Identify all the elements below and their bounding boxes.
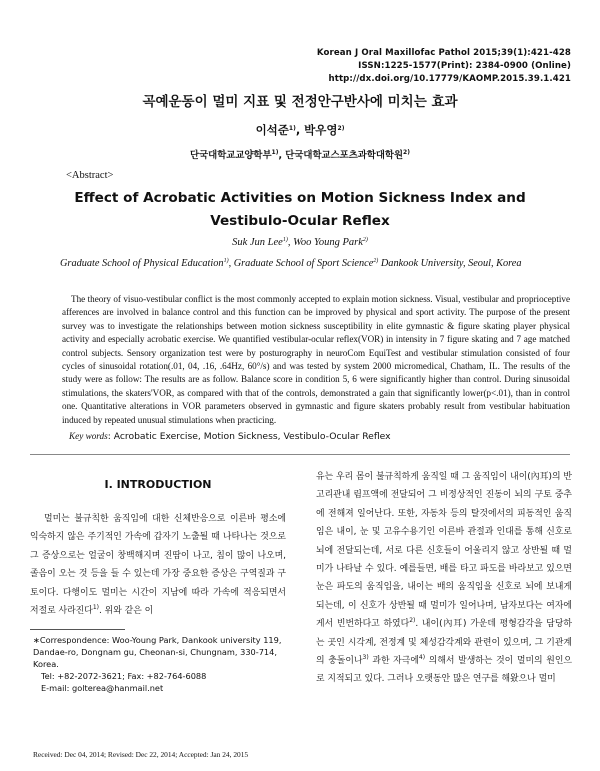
intro-right-text-3: 과한 자극에 [368, 656, 419, 667]
journal-header [317, 47, 571, 86]
citation-4[interactable]: 4) [418, 654, 426, 662]
section-heading-introduction: Ⅰ. INTRODUCTION [104, 478, 212, 491]
english-affiliation-b: , Graduate School of Sport Science [228, 258, 374, 269]
intro-right-text-2: . 내이(內耳) 가운데 평형감각을 담당하는 곳인 시각계, 전정계 및 체성감각계와 관련이 있으며, 그 기관계의 충돌이나 [316, 619, 572, 667]
english-author-2-sup: 2) [362, 237, 368, 243]
keywords [69, 431, 391, 442]
right-column [316, 468, 572, 689]
korean-affiliation-2-sup: 2) [403, 149, 410, 156]
english-affiliation-a-sup: 1) [223, 258, 229, 264]
citation-1[interactable]: 1) [92, 604, 100, 612]
english-affiliation-b-sup: 2) [373, 258, 379, 264]
english-affiliation-c: Dankook University, Seoul, Korea [378, 258, 522, 269]
english-author-2: , Woo Young Park [287, 237, 363, 248]
korean-author-2: , 박우영 [295, 123, 338, 137]
intro-paragraph-left [30, 510, 286, 620]
intro-left-text: 멀미는 불규칙한 움직임에 대한 신체반응으로 이른바 평소에 익숙하지 않은 주기적인 가속에 갑자기 노출될 때 나타나는 것으로 그 증상으로는 얼굴이 창백해지며 진땀이 나고, 침이 많이 나오며, 졸음이 오는 것 등을 들 수 있는데 가장 중요한 증상은 구역질과 구토이다. 다행이도 멀미는 시간이 지남에 따라 가속에 적응되면서 저절로 사라진다 [30, 514, 286, 617]
korean-affiliation-1: 단국대학교교양학부 [190, 150, 272, 161]
correspondence-footnote [33, 634, 283, 694]
intro-right-text-4: 의해서 발생하는 것이 멀미의 원인으로 지적되고 있다. 그러나 오랫동안 많은 연구를 해왔으나 멀미 [316, 656, 572, 685]
received-dates: Received: Dec 04, 2014; Revised: Dec 22, 2014; Accepted: Jan 24, 2015 [33, 750, 249, 759]
footnote-rule [30, 629, 125, 630]
english-title-line-2: Vestibulo-Ocular Reflex [210, 213, 390, 229]
abstract-paragraph: The theory of visuo-vestibular conflict is the most commonly accepted to explain motion sickness. Visual, vestibular and proprioceptive afferences are involved in balance control and this function can be improved by physical and sport activity. The purpose of the present survey was to investigate the relationships between motion sickness susceptibility in elite gymnastic & figure skating player physical activity and especially acrobatic exercise. We quantified vestibular-ocular reflex(VOR) in intensity in 7 figure skating and 7 age matched control subjects. Sensory organization test were by posturography in neuroCom EquiTest and vestibular stimulation consisted of four cycles of sinusoidal rotation(.01, 04, .16, .64Hz, 60°/s) and was tested by system 2000 micromedical, Chatham, IL. The results of the study were as follow: The results are as follow. Balance score in condition 5, 6 were significantly higher than control. During sinusoidal stimulations, the skaters'VOR, as compared with that of the controls, demonstrated a gain that significantly lower(p<.01), than in control one. Quantitative alterations in VOR parameters observed in gymnastic and figure skaters probably result from vestibular habituation induced by repeated unusual stimulations when practicing. [62, 294, 570, 425]
korean-affiliation-2: , 단국대학교스포츠과학대학원 [278, 150, 404, 161]
english-title-line-1: Effect of Acrobatic Activities on Motion Sickness Index and [74, 190, 526, 206]
intro-right-text-1: 유는 우리 몸이 불규칙하게 움직일 때 그 움직임이 내이(內耳)의 반고리관내 림프액에 전달되어 그 비정상적인 진동이 뇌의 구토 중추에 전해져 일어난다. 또한, 자동차 등의 탈것에서의 피동적인 움직임은 내이, 눈 및 고유수용기인 이른바 관절과 인대를 통해 신호로 뇌에 전달되는데, 서로 다른 신호들이 어울리지 않고 상반될 때 멀미가 나타날 수 있다. 예를들면, 배를 타고 파도를 바라보고 있으면 눈은 파도의 움직임을, 내이는 배의 움직임을 신호로 뇌에 보내게 되는데, 이 신호가 상반될 때 멀미가 일어나며, 남자보다는 여자에게서 빈번하다고 하였다 [316, 472, 572, 630]
doi-link[interactable]: http://dx.doi.org/10.17779/KAOMP.2015.39.1.421 [328, 74, 571, 84]
english-affiliations [60, 258, 580, 269]
korean-author-1: 이석준 [255, 123, 289, 137]
intro-paragraph-right [316, 468, 572, 689]
abstract-tag: <Abstract> [66, 170, 114, 181]
english-author-1-sup: 1) [282, 237, 288, 243]
citation-2[interactable]: 2) [409, 617, 416, 625]
left-column [30, 468, 286, 620]
correspondence-phone: Tel: +82-2072-3621; Fax: +82-764-6088 [41, 671, 207, 682]
keywords-text: : Acrobatic Exercise, Motion Sickness, Vestibulo-Ocular Reflex [107, 431, 391, 442]
citation-3[interactable]: 3) [362, 654, 369, 662]
issn-line: ISSN:1225-1577(Print): 2384-0900 (Online) [358, 61, 571, 71]
correspondence-email[interactable]: E-mail: golterea@hanmail.net [41, 683, 164, 694]
correspondence-address: ∗Correspondence: Woo-Young Park, Dankook university 119, Dandae-ro, Dongnam gu, Cheonan-si, Chungnam, 330-714, Korea. [33, 635, 282, 670]
english-affiliation-a: Graduate School of Physical Education [60, 258, 224, 269]
english-authors [0, 237, 600, 248]
korean-affiliations [0, 147, 600, 161]
korean-affiliation-1-sup: 1) [271, 149, 279, 156]
intro-left-tail: . 위와 같은 이 [99, 606, 154, 617]
korean-title: 곡예운동이 멀미 지표 및 전정안구반사에 미치는 효과 [142, 94, 458, 110]
journal-citation: Korean J Oral Maxillofac Pathol 2015;39(1):421-428 [316, 48, 571, 58]
english-title [0, 187, 600, 233]
keywords-label: Key words [69, 431, 108, 441]
abstract-divider [30, 454, 570, 455]
korean-author-1-sup: 1) [288, 125, 296, 132]
korean-authors [0, 122, 600, 138]
abstract-body [62, 293, 570, 427]
korean-author-2-sup: 2) [337, 125, 345, 132]
english-author-1: Suk Jun Lee [232, 237, 283, 248]
